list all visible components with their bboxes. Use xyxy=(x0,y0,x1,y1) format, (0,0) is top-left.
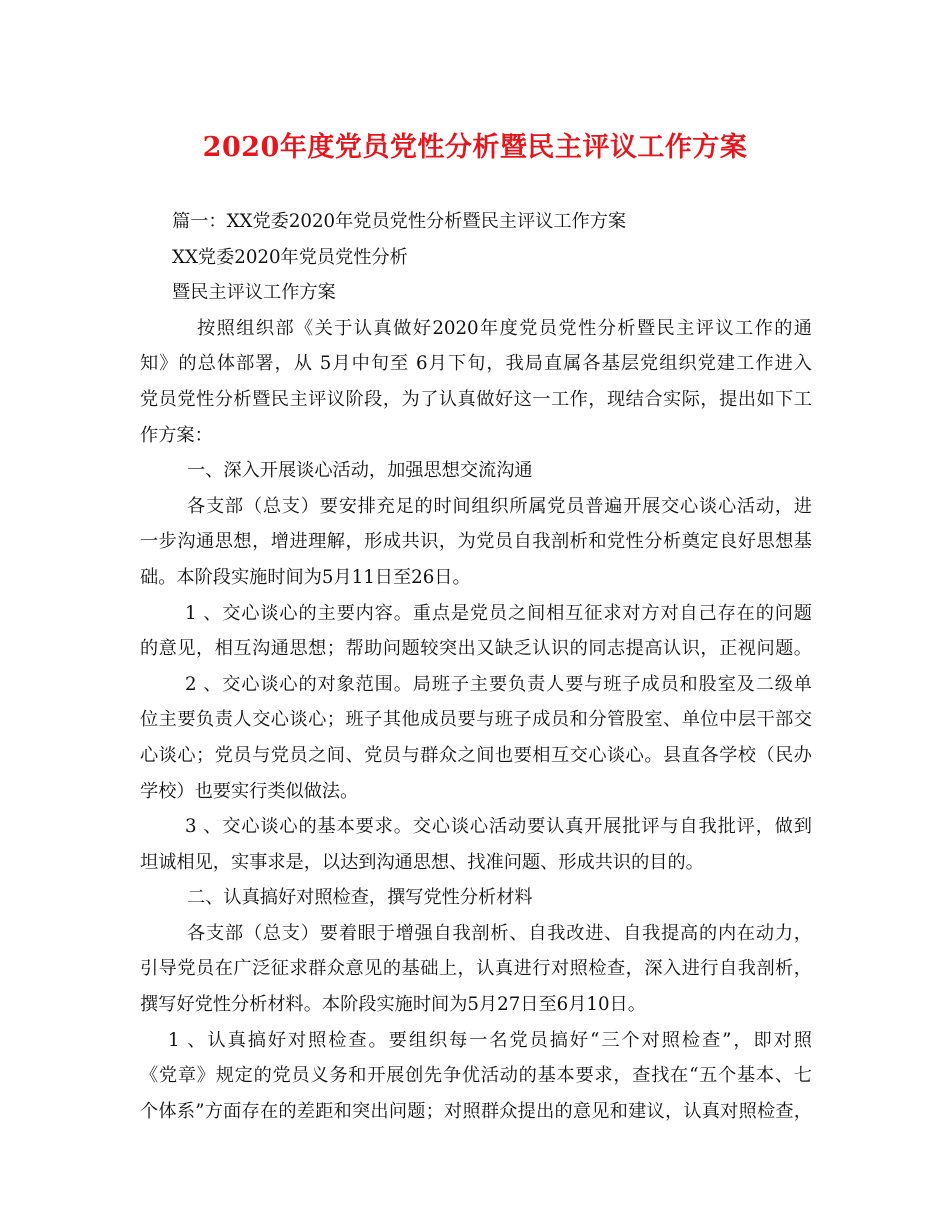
paragraph-line: 各支部（总支）要安排充足的时间组织所属党员普遍开展交心谈心活动，进 xyxy=(187,495,812,517)
paragraph-line: 心谈心；党员与党员之间、党员与群众之间也要相互交心谈心。县直各学校（民办 xyxy=(140,744,812,766)
paragraph-line: 础。本阶段实施时间为5月11日至26日。 xyxy=(140,566,471,588)
document-body xyxy=(140,204,812,1129)
section-heading: 二、认真搞好对照检查，撰写党性分析材料 xyxy=(187,887,533,909)
paragraph-line: 3 、交心谈心的基本要求。交心谈心活动要认真开展批评与自我批评，做到 xyxy=(185,816,812,838)
paragraph-line: 党员党性分析暨民主评议阶段，为了认真做好这一工作，现结合实际，提出如下工 xyxy=(140,388,812,410)
paragraph-line: 1 、认真搞好对照检查。要组织每一名党员搞好“三个对照检查”，即对照 xyxy=(168,1029,812,1051)
paragraph-line: 学校）也要实行类似做法。 xyxy=(140,780,359,802)
paragraph-line: 一步沟通思想，增进理解，形成共识，为党员自我剖析和党性分析奠定良好思想基 xyxy=(140,531,812,553)
paragraph-line: 各支部（总支）要着眼于增强自我剖析、自我改进、自我提高的内在动力， xyxy=(187,922,812,944)
section-heading: 一、深入开展谈心活动，加强思想交流沟通 xyxy=(187,460,533,482)
paragraph-line: 作方案： xyxy=(140,424,213,446)
paragraph-line: 1 、交心谈心的主要内容。重点是党员之间相互征求对方对自己存在的问题 xyxy=(185,602,812,624)
paragraph-line: 引导党员在广泛征求群众意见的基础上，认真进行对照检查，深入进行自我剖析， xyxy=(140,958,812,980)
paragraph-line: 撰写好党性分析材料。本阶段实施时间为5月27日至6月10日。 xyxy=(140,994,646,1016)
paragraph-line: 按照组织部《关于认真做好2020年度党员党性分析暨民主评议工作的通 xyxy=(197,317,812,339)
paragraph-line: 《党章》规定的党员义务和开展创先争优活动的基本要求，查找在“五个基本、七 xyxy=(140,1065,812,1087)
paragraph-line: 的意见，相互沟通思想；帮助问题较突出又缺乏认识的同志提高认识，正视问题。 xyxy=(140,638,812,660)
paragraph-line: 2 、交心谈心的对象范围。局班子主要负责人要与班子成员和股室及二级单 xyxy=(185,673,812,695)
paragraph-line: 位主要负责人交心谈心；班子其他成员要与班子成员和分管股室、单位中层干部交 xyxy=(140,709,812,731)
paragraph-line: 坦诚相见，实事求是，以达到沟通思想、找准问题、形成共识的目的。 xyxy=(140,851,704,873)
paragraph-line: 个体系”方面存在的差距和突出问题；对照群众提出的意见和建议，认真对照检查， xyxy=(140,1100,812,1122)
paragraph-line: 知》的总体部署，从 5月中旬至 6月下旬，我局直属各基层党组织党建工作进入 xyxy=(140,353,812,375)
paragraph-line: 篇一：XX党委2020年党员党性分析暨民主评议工作方案 xyxy=(172,211,627,232)
document-title: 2020年度党员党性分析暨民主评议工作方案 xyxy=(202,132,748,163)
paragraph-line: XX党委2020年党员党性分析 xyxy=(172,246,408,268)
paragraph-line: 暨民主评议工作方案 xyxy=(172,282,336,304)
